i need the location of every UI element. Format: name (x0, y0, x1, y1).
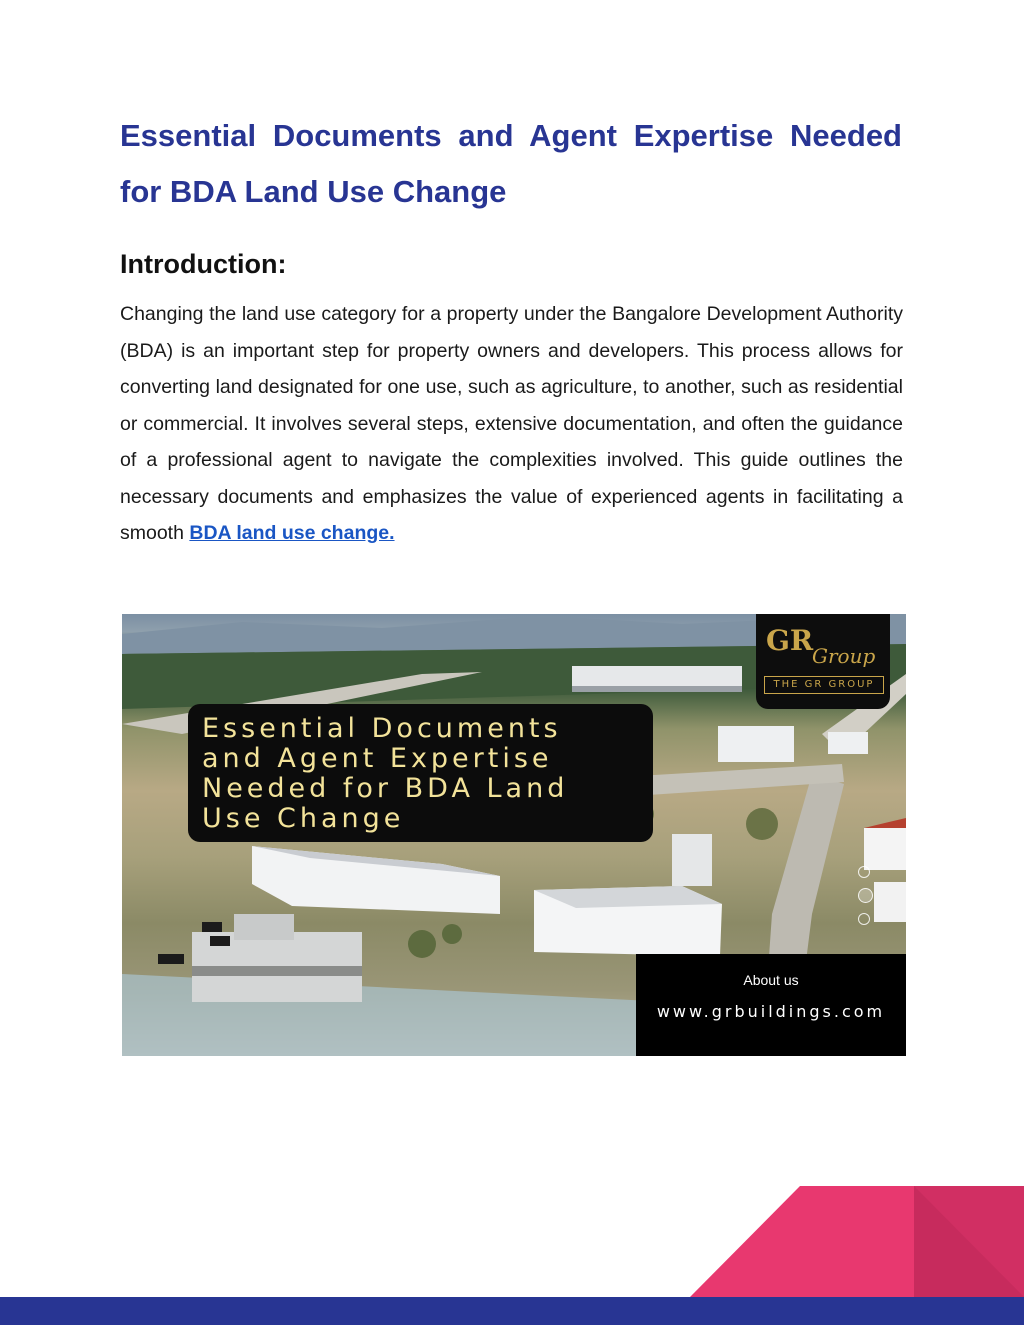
carousel-dot[interactable] (858, 866, 870, 878)
about-us-box (636, 954, 906, 1056)
logo-script-text: Group (812, 644, 876, 668)
carousel-dot-active[interactable] (858, 888, 873, 903)
gr-group-logo (756, 614, 890, 709)
bda-land-use-change-link[interactable]: BDA land use change. (189, 522, 395, 544)
carousel-dot[interactable] (858, 913, 870, 925)
document-title: Essential Documents and Agent Expertise Needed for BDA Land Use Change (120, 118, 902, 209)
about-us-label: About us (743, 972, 799, 988)
logo-name: THE GR GROUP (764, 676, 884, 694)
intro-body-text: Changing the land use category for a property under the Bangalore Development Authority (BDA) is an important step for property owners and developers. This process allows for converting land designated for one use, such as agriculture, to another, such as residential or commercial. It involves several steps, extensive documentation, and often the guidance of a professional agent to navigate the complexities involved. This guide outlines the necessary documents and emphasizes the value of experienced agents in facilitating a smooth (120, 303, 903, 544)
intro-heading: Introduction: (120, 249, 287, 279)
banner-headline-line-4: Use Change (202, 803, 405, 834)
footer-bar (0, 1297, 1024, 1325)
banner-headline-line-2: and Agent Expertise (202, 743, 553, 774)
logo-initials: GR (766, 624, 814, 657)
banner-headline-line-1: Essential Documents (202, 713, 562, 744)
corner-decoration (690, 1186, 1024, 1297)
website-url: www.grbuildings.com (656, 1002, 886, 1021)
banner-image (122, 614, 906, 1056)
banner-headline-line-3: Needed for BDA Land (202, 773, 569, 804)
carousel-dots (858, 866, 873, 935)
intro-paragraph (120, 296, 903, 552)
